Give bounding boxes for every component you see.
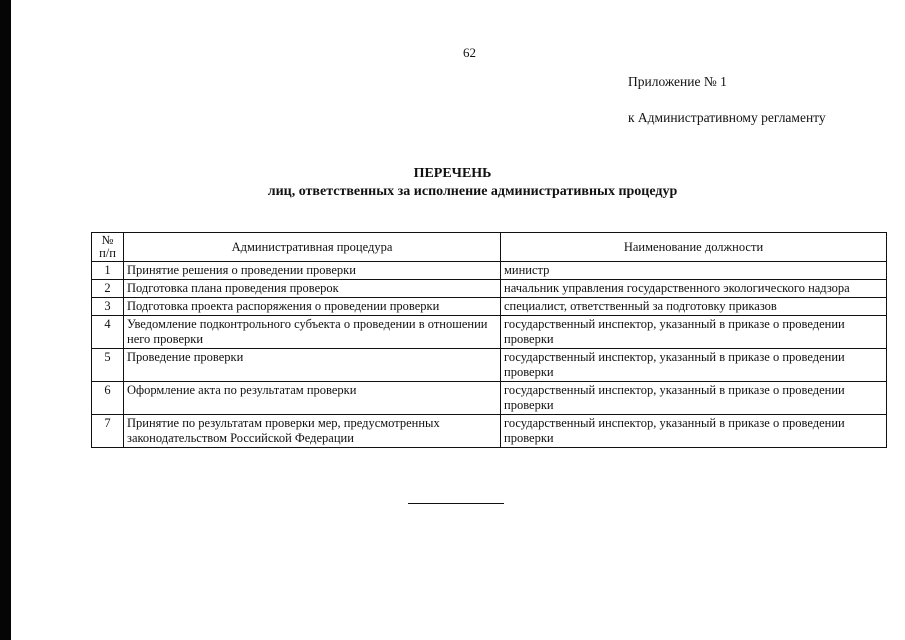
table-header-row bbox=[92, 233, 887, 262]
regulation-label: к Административному регламенту bbox=[628, 110, 826, 125]
row-position: государственный инспектор, указанный в приказе о проведении проверки bbox=[501, 382, 887, 415]
header-number-symbol: № bbox=[101, 233, 114, 247]
row-number: 2 bbox=[92, 280, 124, 298]
table-row bbox=[92, 382, 887, 415]
scan-edge-bar bbox=[0, 0, 11, 640]
row-position: министр bbox=[501, 262, 887, 280]
table-row bbox=[92, 415, 887, 448]
row-number: 3 bbox=[92, 298, 124, 316]
header-position: Наименование должности bbox=[501, 233, 887, 262]
row-number: 5 bbox=[92, 349, 124, 382]
table-row bbox=[92, 349, 887, 382]
closing-divider bbox=[408, 503, 504, 504]
header-number bbox=[92, 233, 124, 262]
page-number: 62 bbox=[463, 45, 476, 60]
row-number: 7 bbox=[92, 415, 124, 448]
row-procedure: Принятие по результатам проверки мер, предусмотренных законодательством Российской Федерации bbox=[124, 415, 501, 448]
header-number-abbr: п/п bbox=[99, 246, 116, 260]
row-position: специалист, ответственный за подготовку приказов bbox=[501, 298, 887, 316]
table-row bbox=[92, 280, 887, 298]
row-number: 4 bbox=[92, 316, 124, 349]
row-position: государственный инспектор, указанный в приказе о проведении проверки bbox=[501, 316, 887, 349]
row-procedure: Оформление акта по результатам проверки bbox=[124, 382, 501, 415]
row-position: государственный инспектор, указанный в приказе о проведении проверки bbox=[501, 349, 887, 382]
responsibility-table bbox=[91, 232, 887, 448]
row-position: начальник управления государственного экологического надзора bbox=[501, 280, 887, 298]
row-procedure: Подготовка проекта распоряжения о проведении проверки bbox=[124, 298, 501, 316]
table-row bbox=[92, 262, 887, 280]
row-number: 6 bbox=[92, 382, 124, 415]
row-procedure: Уведомление подконтрольного субъекта о проведении в отношении него проверки bbox=[124, 316, 501, 349]
document-title: ПЕРЕЧЕНЬ bbox=[413, 166, 492, 181]
table-row bbox=[92, 298, 887, 316]
row-position: государственный инспектор, указанный в приказе о проведении проверки bbox=[501, 415, 887, 448]
row-procedure: Принятие решения о проведении проверки bbox=[124, 262, 501, 280]
table-row bbox=[92, 316, 887, 349]
appendix-label: Приложение № 1 bbox=[628, 74, 727, 89]
row-procedure: Проведение проверки bbox=[124, 349, 501, 382]
row-procedure: Подготовка плана проведения проверок bbox=[124, 280, 501, 298]
document-subtitle: лиц, ответственных за исполнение административных процедур bbox=[267, 184, 678, 199]
header-procedure: Административная процедура bbox=[124, 233, 501, 262]
row-number: 1 bbox=[92, 262, 124, 280]
